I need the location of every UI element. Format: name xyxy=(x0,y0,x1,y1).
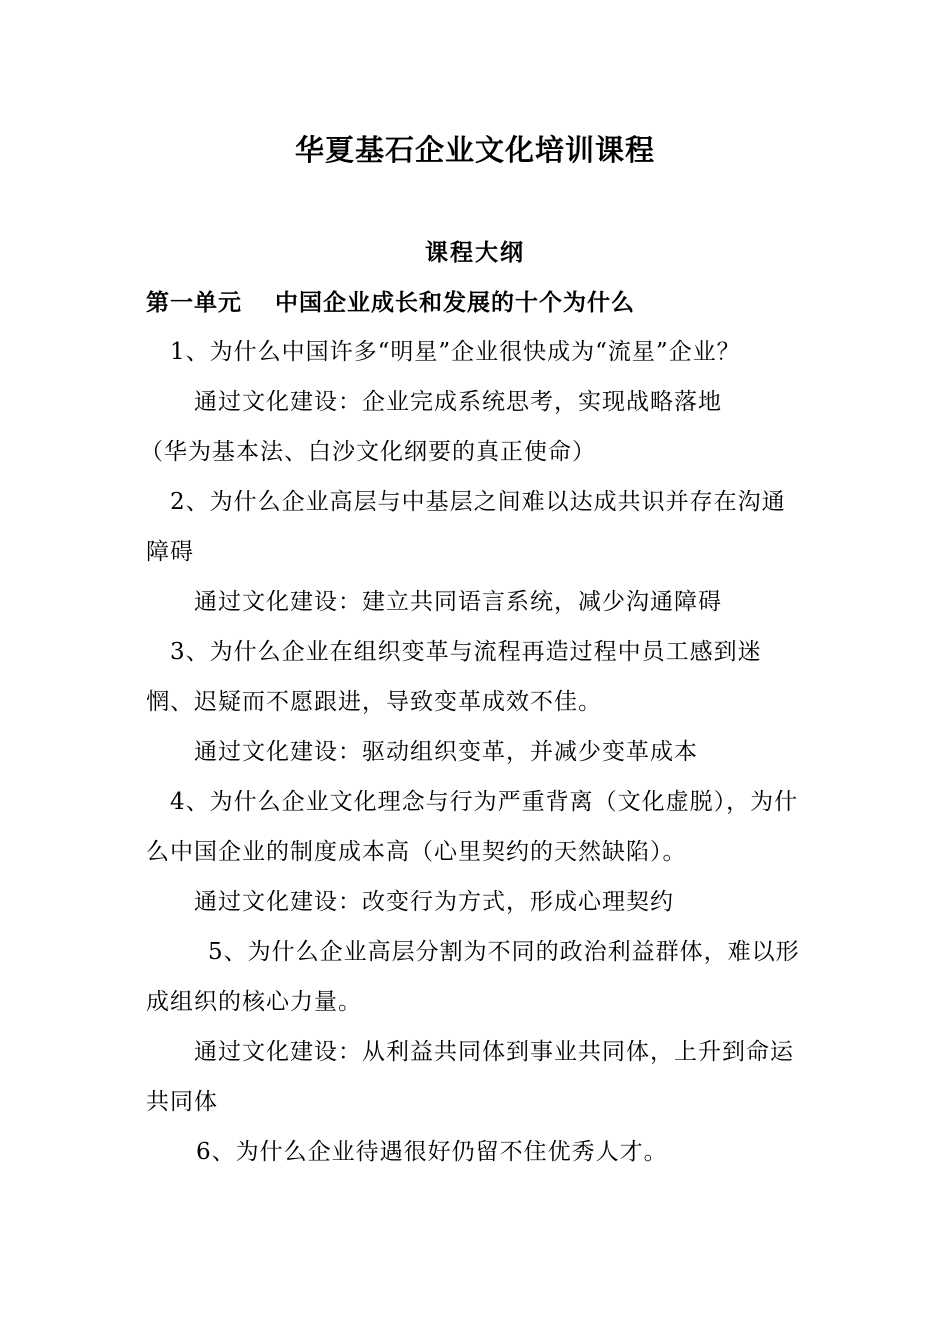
unit-heading: 第一单元 中国企业成长和发展的十个为什么 xyxy=(146,289,636,316)
question-paragraph: 5、为什么企业高层分割为不同的政治利益群体，难以形成组织的核心力量。 xyxy=(146,939,800,1015)
question-paragraph: 3、为什么企业在组织变革与流程再造过程中员工感到迷惘、迟疑而不愿跟进，导致变革成效不佳。 xyxy=(146,639,762,715)
document-subtitle: 课程大纲 xyxy=(425,239,525,266)
question-paragraph: 4、为什么企业文化理念与行为严重背离（文化虚脱），为什么中国企业的制度成本高（心里契约的天然缺陷）。 xyxy=(146,789,799,865)
question-paragraph: 2、为什么企业高层与中基层之间难以达成共识并存在沟通障碍 xyxy=(146,489,786,565)
document-body xyxy=(140,327,806,1177)
document-title: 华夏基石企业文化培训课程 xyxy=(294,133,655,167)
note-paragraph: （华为基本法、白沙文化纲要的真正使命） xyxy=(140,439,596,465)
answer-paragraph: 通过文化建设：改变行为方式，形成心理契约 xyxy=(194,889,674,915)
question-paragraph: 1、为什么中国许多“明星”企业很快成为“流星”企业？ xyxy=(170,339,741,365)
question-paragraph: 6、为什么企业待遇很好仍留不住优秀人才。 xyxy=(196,1139,668,1165)
answer-paragraph: 通过文化建设：从利益共同体到事业共同体，上升到命运共同体 xyxy=(146,1039,794,1115)
answer-paragraph: 通过文化建设：建立共同语言系统，减少沟通障碍 xyxy=(194,589,722,615)
answer-paragraph: 通过文化建设：企业完成系统思考，实现战略落地 xyxy=(194,389,722,415)
answer-paragraph: 通过文化建设：驱动组织变革，并减少变革成本 xyxy=(194,739,698,765)
